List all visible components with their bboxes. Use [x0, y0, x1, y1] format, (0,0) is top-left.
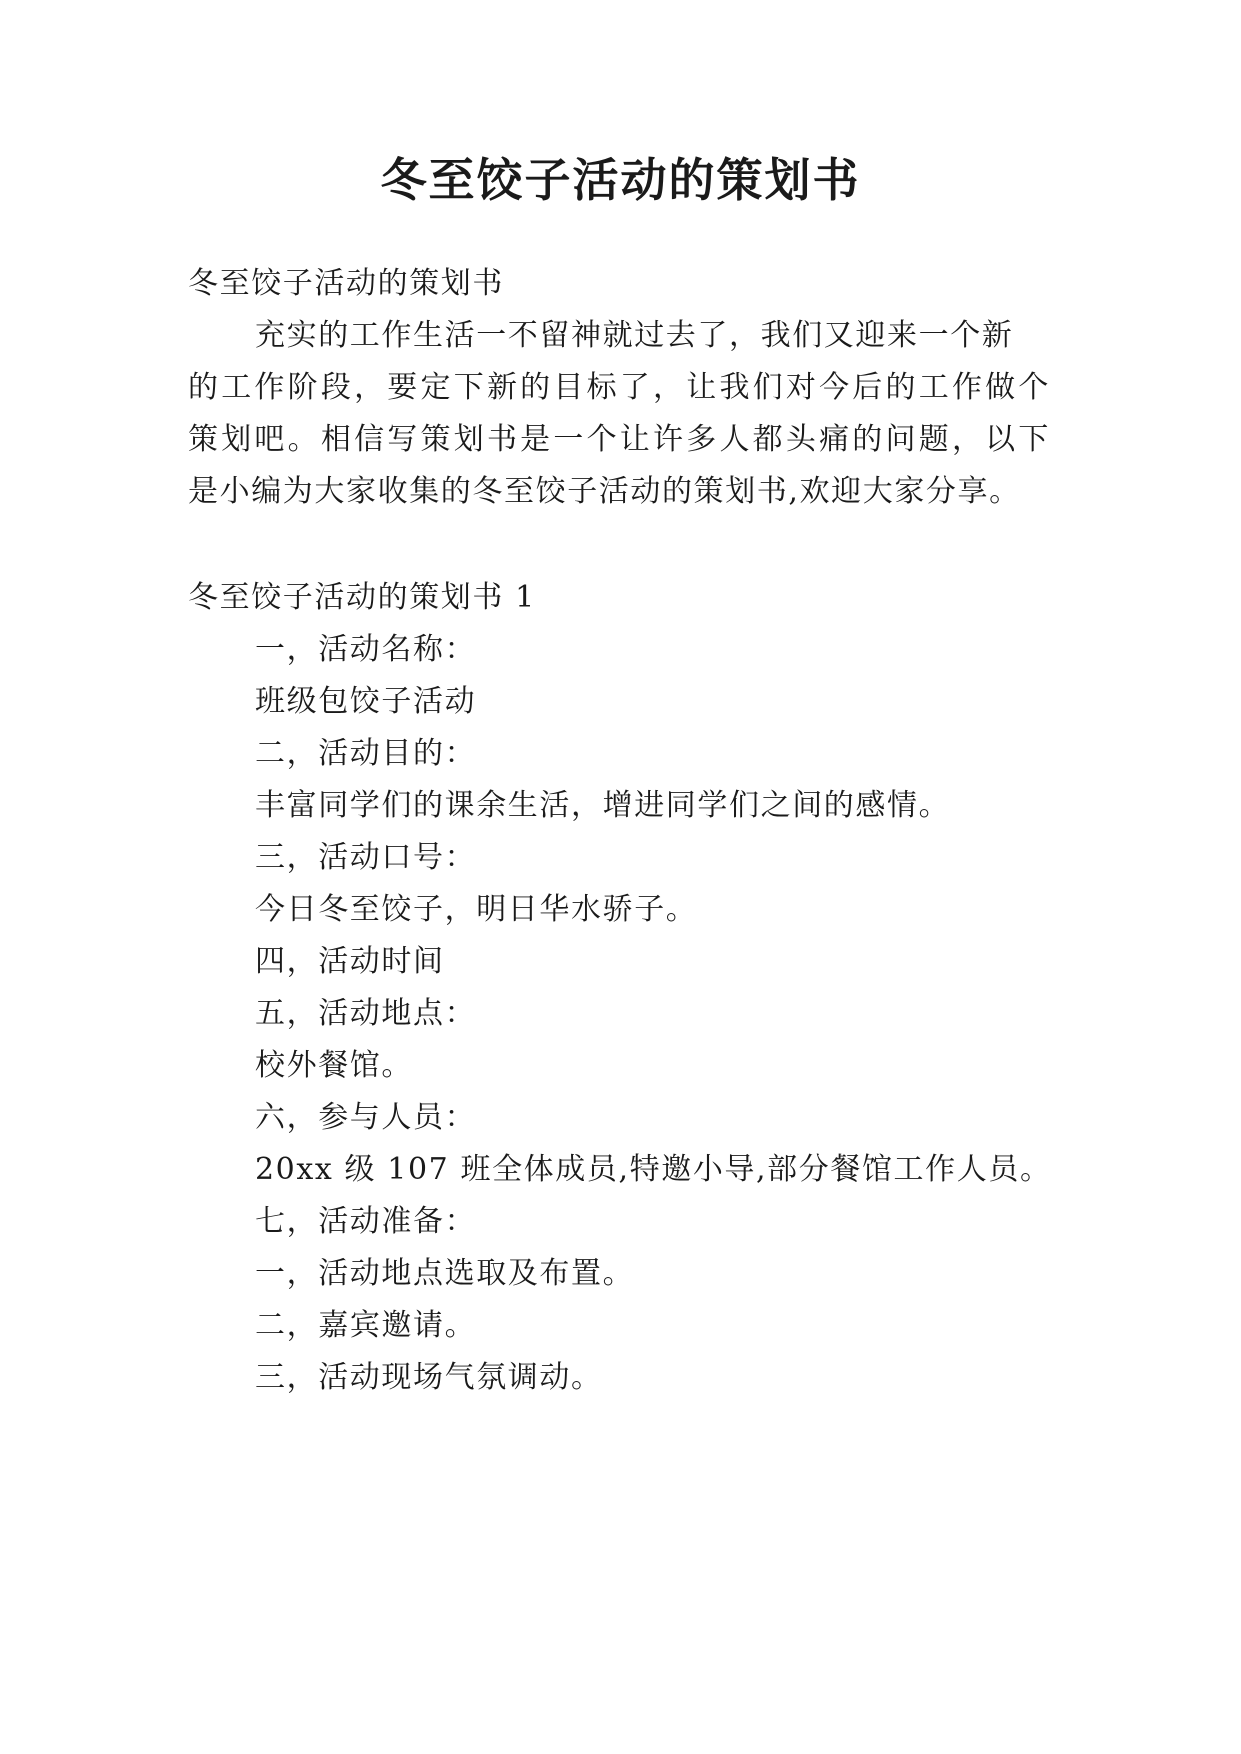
- plan-item: 丰富同学们的课余生活，增进同学们之间的感情。: [255, 788, 951, 823]
- intro-line-4: 是小编为大家收集的冬至饺子活动的策划书,欢迎大家分享。: [188, 474, 1021, 509]
- intro-line-2: 的工作阶段，要定下新的目标了，让我们对今后的工作做个: [188, 370, 1050, 405]
- plan-item: 一，活动地点选取及布置。: [255, 1256, 635, 1291]
- plan-item: 校外餐馆。: [255, 1048, 413, 1083]
- plan-item: 三，活动口号：: [255, 840, 477, 875]
- document-title: 冬至饺子活动的策划书: [380, 153, 861, 207]
- intro-line-1: 充实的工作生活一不留神就过去了，我们又迎来一个新: [255, 318, 1014, 353]
- plan-item: 四，活动时间: [255, 944, 445, 979]
- plan-item: 二，活动目的：: [255, 736, 477, 771]
- plan-item: 一，活动名称：: [255, 632, 477, 667]
- intro-line-3: 策划吧。相信写策划书是一个让许多人都头痛的问题，以下: [188, 422, 1050, 457]
- plan-item: 五，活动地点：: [255, 996, 477, 1031]
- plan-item: 六，参与人员：: [255, 1100, 477, 1135]
- plan-item: 20xx 级 107 班全体成员,特邀小导,部分餐馆工作人员。: [255, 1152, 1052, 1187]
- plan-item: 今日冬至饺子，明日华水骄子。: [255, 892, 698, 927]
- plan-item: 二，嘉宾邀请。: [255, 1308, 477, 1343]
- document-subtitle: 冬至饺子活动的策划书: [188, 266, 504, 301]
- plan-item: 三，活动现场气氛调动。: [255, 1360, 603, 1395]
- plan-item: 班级包饺子活动: [255, 684, 477, 719]
- section-heading: 冬至饺子活动的策划书 1: [188, 580, 536, 615]
- plan-item: 七，活动准备：: [255, 1204, 477, 1239]
